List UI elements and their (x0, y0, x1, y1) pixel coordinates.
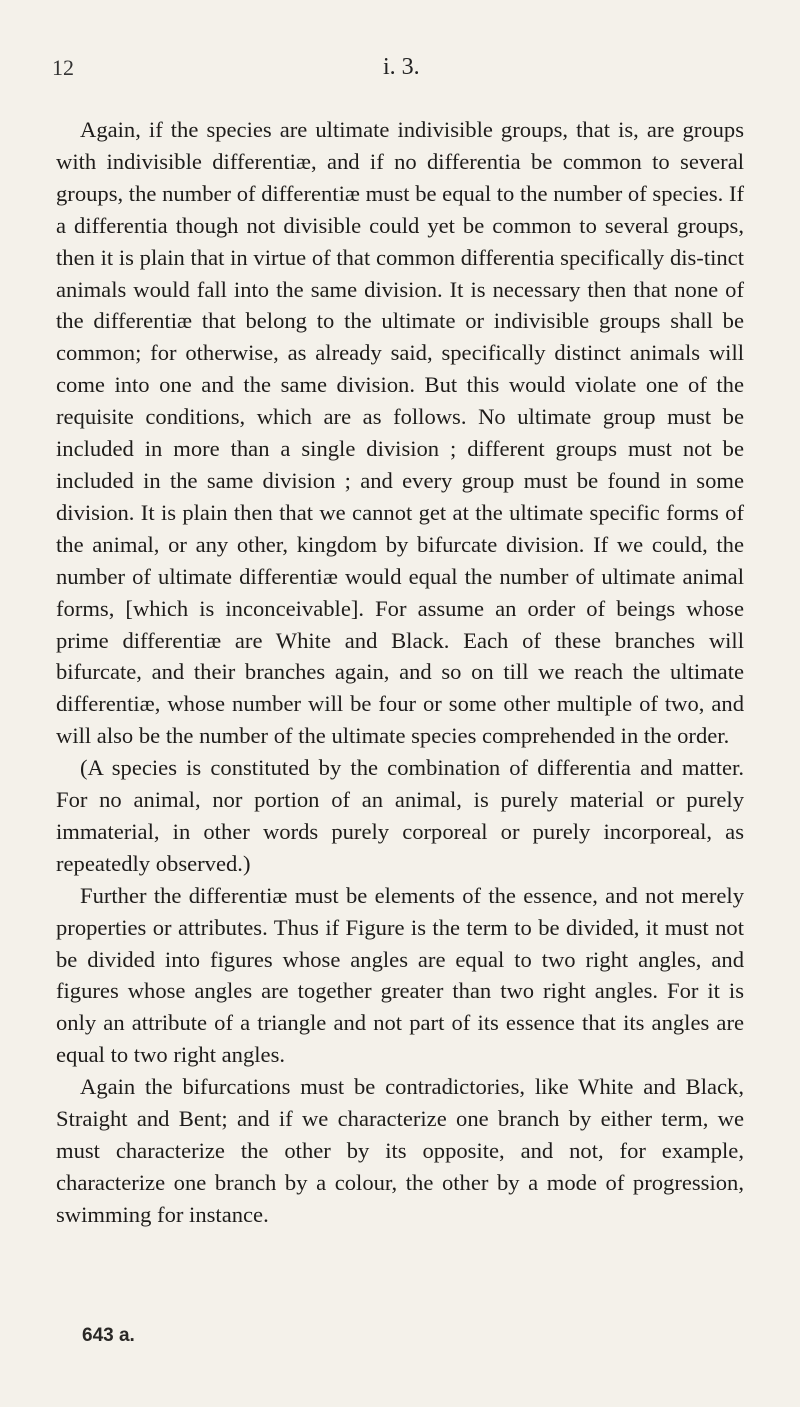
paragraph: Again, if the species are ultimate indivisible groups, that is, are groups with indivisible differentiæ, and if no differentia be common to several groups, the number of differentiæ must be equal to the number of species. If a differentia though not divisible could yet be common to several groups, then it is plain that in virtue of that common differentia specifically dis-tinct animals would fall into the same division. It is necessary then that none of the differentiæ that belong to the ultimate or indivisible groups shall be common; for otherwise, as already said, specifically distinct animals will come into one and the same division. But this would violate one of the requisite conditions, which are as follows. No ultimate group must be included in more than a single division ; different groups must not be included in the same division ; and every group must be found in some division. It is plain then that we cannot get at the ultimate specific forms of the animal, or any other, kingdom by bifurcate division. If we could, the number of ultimate differentiæ would equal the number of ultimate animal forms, [which is inconceivable]. For assume an order of beings whose prime differentiæ are White and Black. Each of these branches will bifurcate, and their branches again, and so on till we reach the ultimate differentiæ, whose number will be four or some other multiple of two, and will also be the number of the ultimate species comprehended in the order. (56, 117, 744, 749)
page-number: 12 (52, 55, 74, 80)
running-head: i. 3. (383, 54, 420, 80)
paragraph: Again the bifurcations must be contradictories, like White and Black, Straight and Bent; and if we characterize one branch by either term, we must characterize the other by its opposite, and not, for example, characterize one branch by a colour, the other by a mode of progression, swimming for instance. (56, 1074, 744, 1227)
printer-signature: 643 a. (82, 1325, 135, 1346)
paragraph: (A species is constituted by the combination of differentia and matter. For no animal, nor portion of an animal, is purely material or purely immaterial, in other words purely corporeal or purely incorporeal, as repeatedly observed.) (56, 755, 744, 876)
body-text (56, 114, 744, 1231)
paragraph: Further the differentiæ must be elements of the essence, and not merely properties or attributes. Thus if Figure is the term to be divided, it must not be divided into figures whose angles are equal to two right angles, and figures whose angles are together greater than two right angles. For it is only an attribute of a triangle and not part of its essence that its angles are equal to two right angles. (56, 882, 744, 1068)
